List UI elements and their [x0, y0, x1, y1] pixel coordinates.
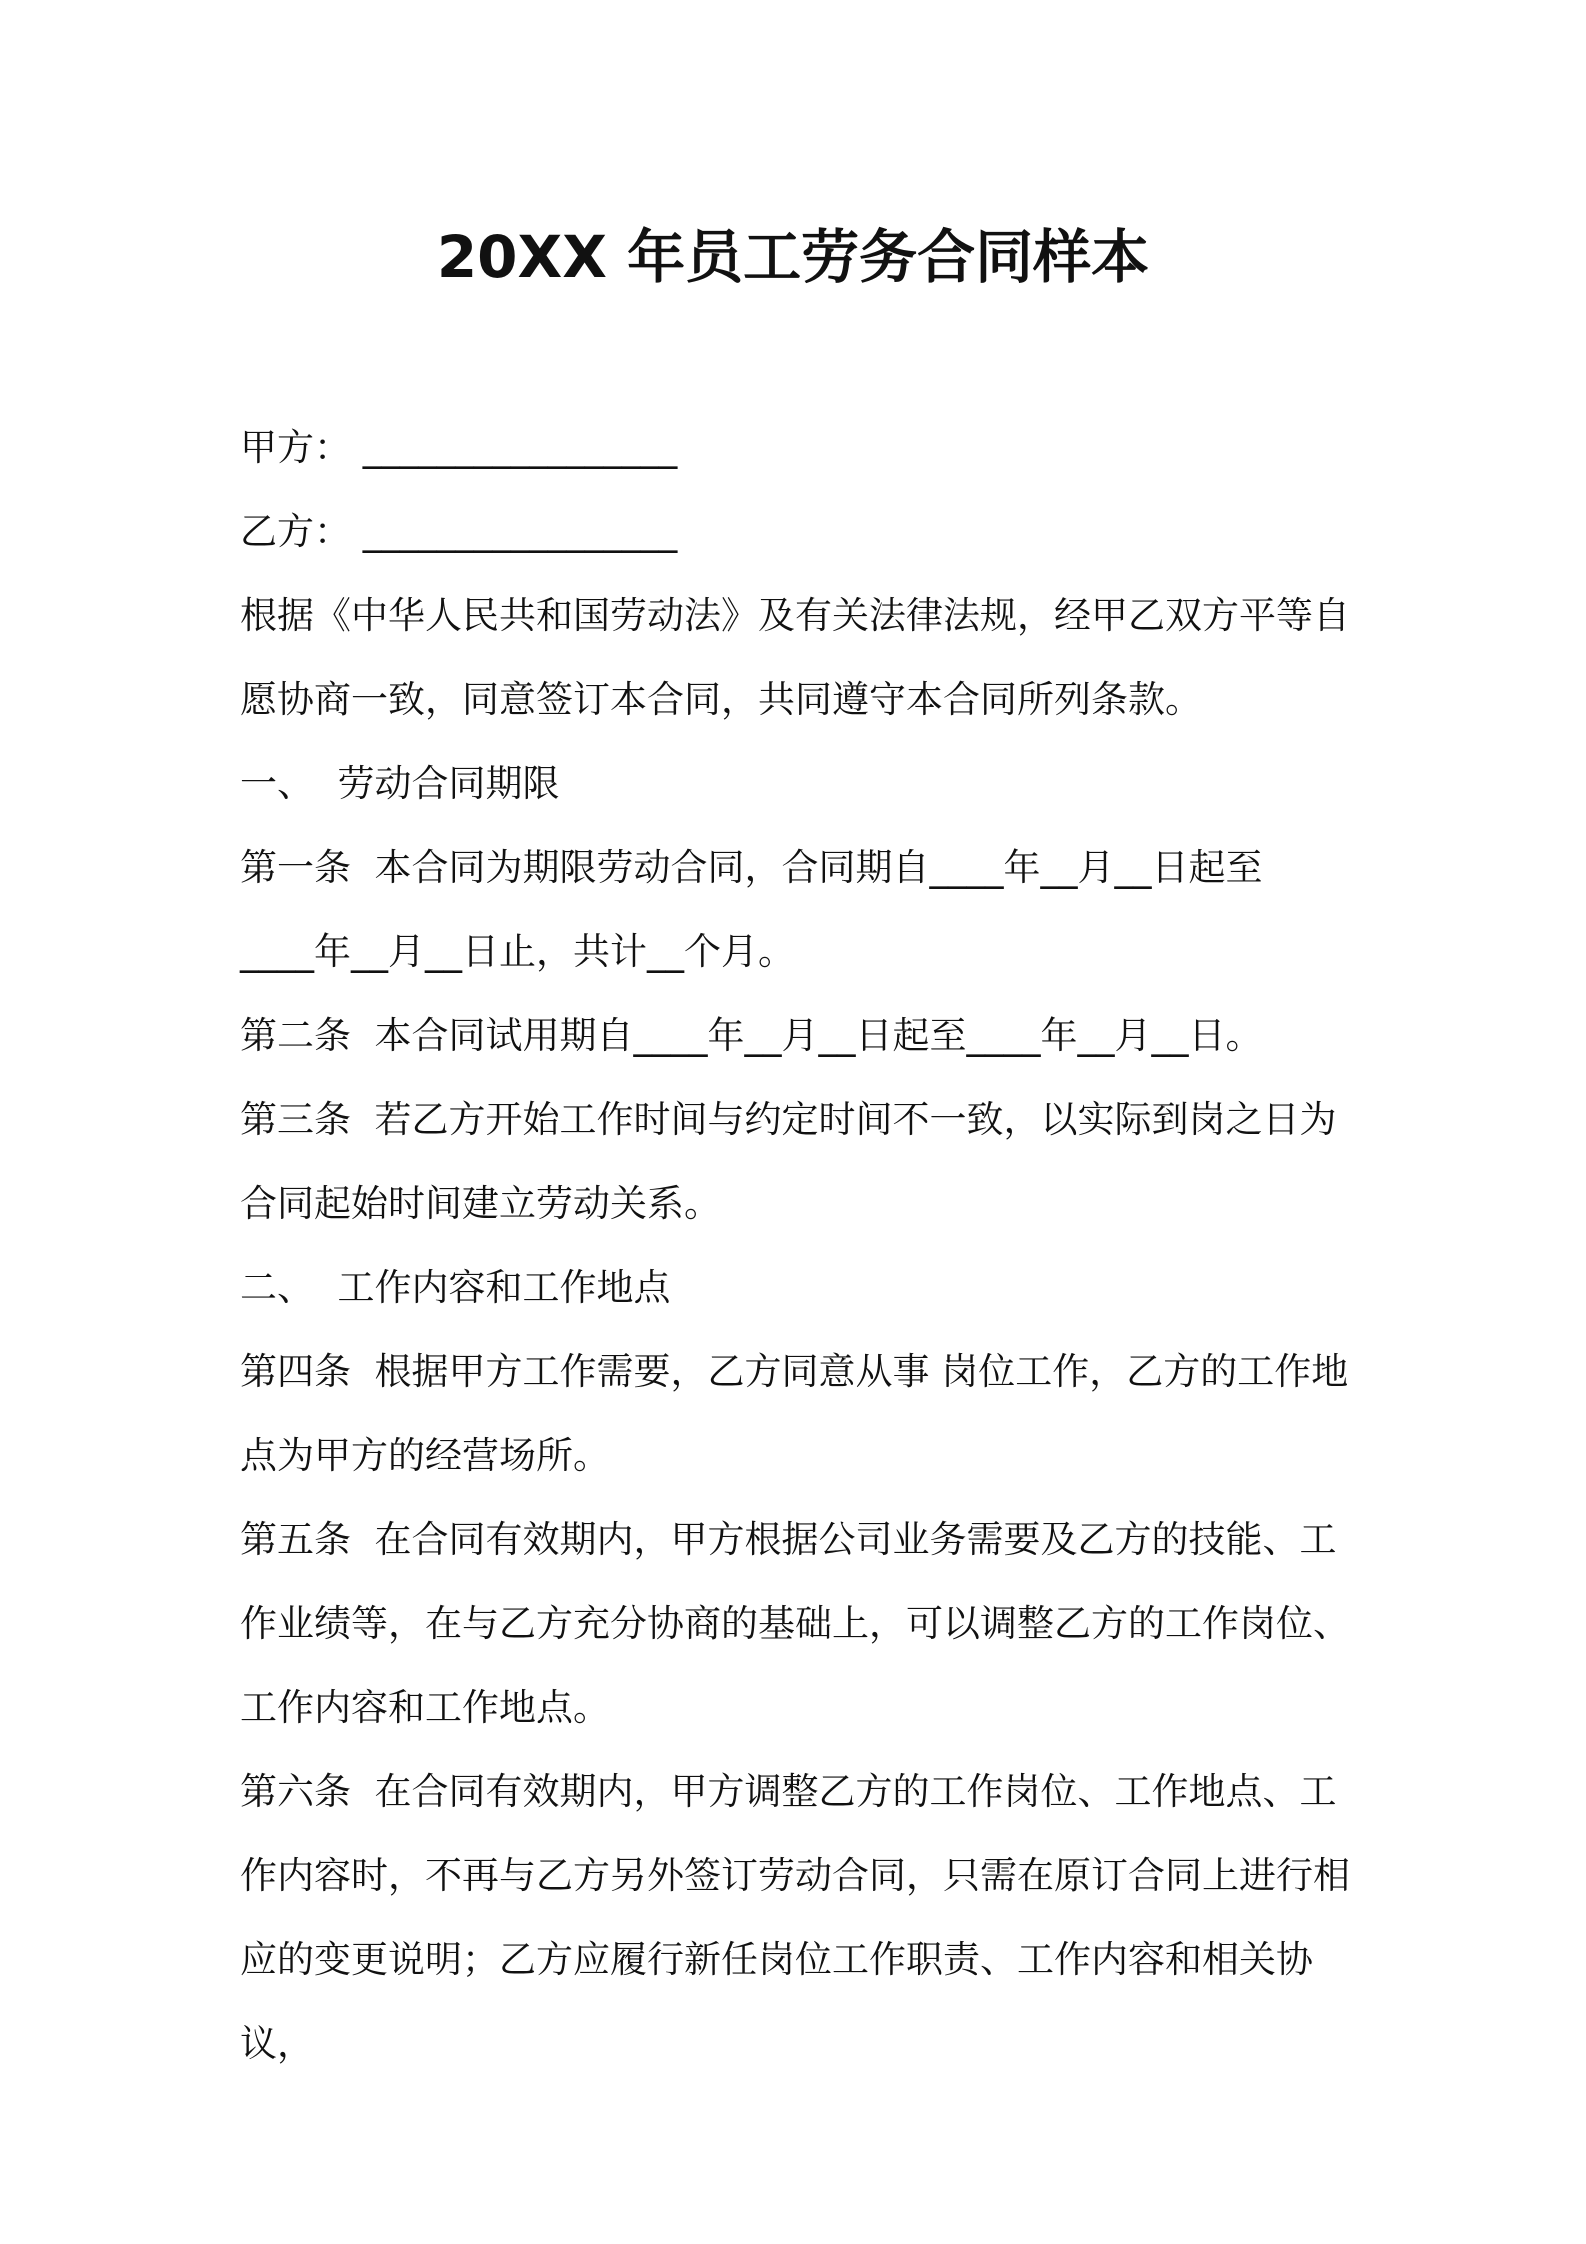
section-heading: 一、 劳动合同期限	[240, 762, 560, 805]
paragraph-line: 工作内容和工作地点。	[240, 1686, 610, 1729]
party-a-line: 甲方： _________________	[240, 426, 678, 469]
paragraph-line: 第一条 本合同为期限劳动合同，合同期自____年__月__日起至	[240, 846, 1263, 889]
party-b-line: 乙方： _________________	[240, 510, 678, 553]
paragraph-line: 第五条 在合同有效期内，甲方根据公司业务需要及乙方的技能、工	[240, 1518, 1337, 1561]
paragraph-line: 根据《中华人民共和国劳动法》及有关法律法规，经甲乙双方平等自	[240, 594, 1350, 637]
paragraph-line: 应的变更说明；乙方应履行新任岗位工作职责、工作内容和相关协议，	[240, 1938, 1313, 2065]
paragraph-line: 点为甲方的经营场所。	[240, 1434, 610, 1477]
paragraph-line: 第六条 在合同有效期内，甲方调整乙方的工作岗位、工作地点、工	[240, 1770, 1337, 1813]
document-title: 20XX 年员工劳务合同样本	[436, 223, 1150, 291]
paragraph-line: 第三条 若乙方开始工作时间与约定时间不一致，以实际到岗之日为	[240, 1098, 1337, 1141]
paragraph-line: 第四条 根据甲方工作需要，乙方同意从事 岗位工作，乙方的工作地	[240, 1350, 1349, 1393]
paragraph-line: 第二条 本合同试用期自____年__月__日起至____年__月__日。	[240, 1014, 1263, 1057]
paragraph-line: 合同起始时间建立劳动关系。	[240, 1182, 721, 1225]
paragraph-line: 作内容时，不再与乙方另外签订劳动合同，只需在原订合同上进行相	[240, 1854, 1350, 1897]
paragraph-line: 愿协商一致，同意签订本合同，共同遵守本合同所列条款。	[240, 678, 1202, 721]
document-body	[240, 406, 1360, 2086]
section-heading: 二、 工作内容和工作地点	[240, 1266, 671, 1309]
paragraph-line: ____年__月__日止，共计__个月。	[240, 930, 795, 973]
paragraph-line: 作业绩等，在与乙方充分协商的基础上，可以调整乙方的工作岗位、	[240, 1602, 1350, 1645]
